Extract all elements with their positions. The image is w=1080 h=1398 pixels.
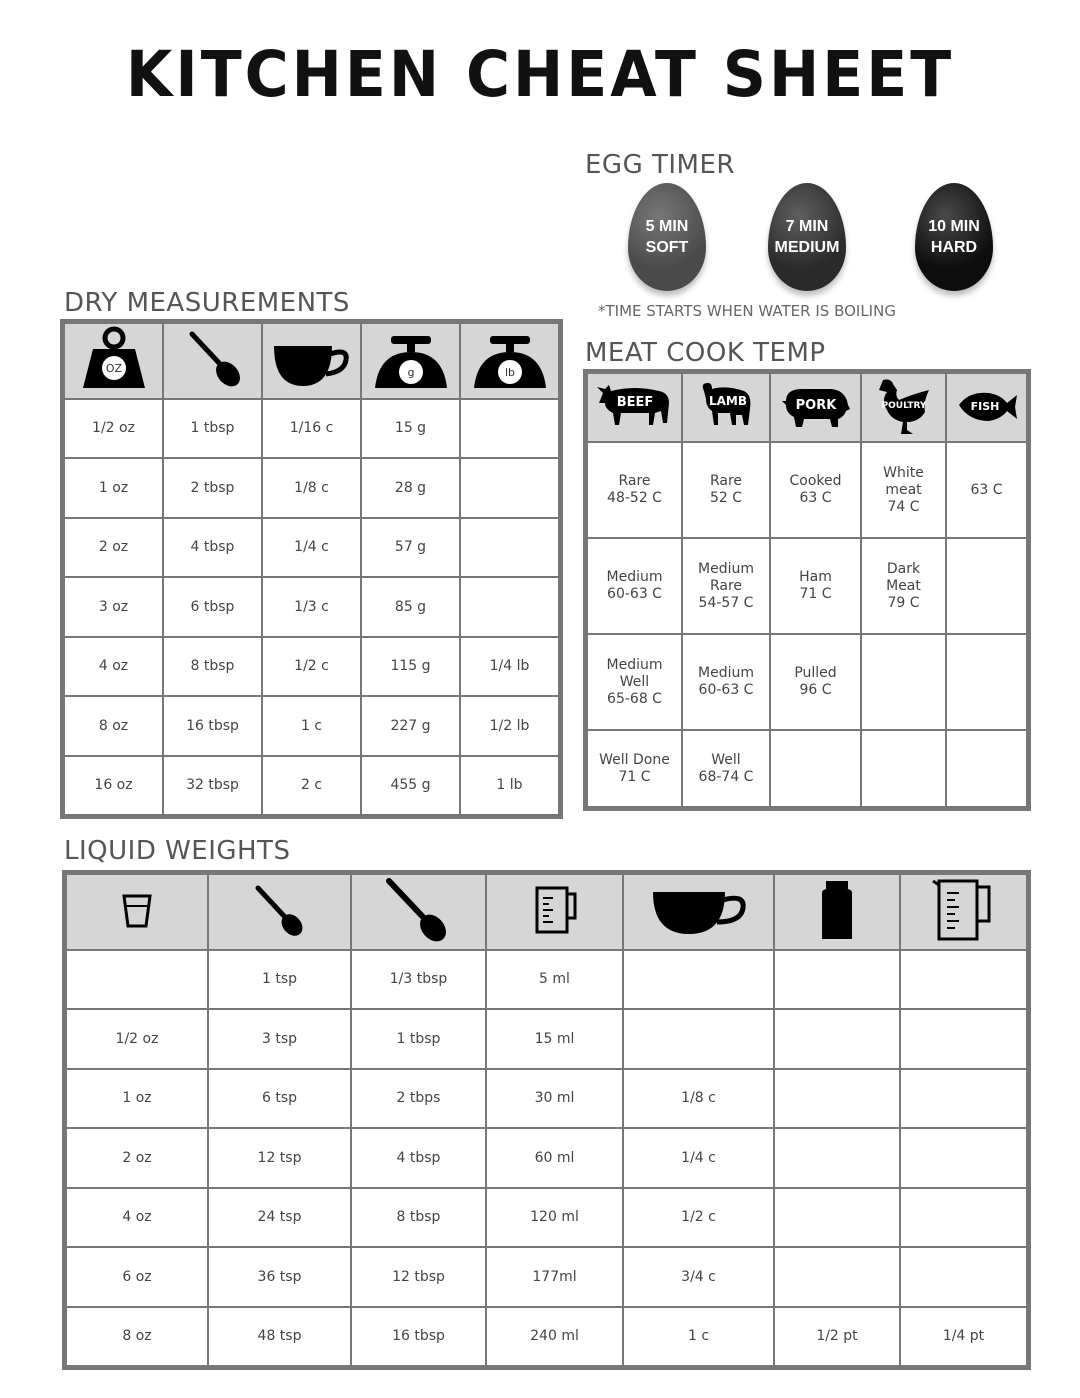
- table-cell: [946, 538, 1027, 634]
- table-row: [587, 538, 1027, 634]
- table-cell: [460, 518, 559, 577]
- table-cell: 85 g: [361, 577, 460, 637]
- liquid-header-beaker-small: [486, 874, 623, 950]
- table-cell: [774, 1009, 900, 1069]
- liquid-weights-title: LIQUID WEIGHTS: [64, 836, 291, 866]
- table-cell: [460, 458, 559, 518]
- table-cell: Well Done 71 C: [587, 730, 682, 807]
- table-cell: 6 tbsp: [163, 577, 262, 637]
- table-cell: 1/2 c: [262, 637, 361, 696]
- liquid-header-pint: [774, 874, 900, 950]
- scale-label: g: [407, 366, 414, 379]
- pint-carton-icon: [818, 879, 856, 941]
- table-cell: 1 oz: [64, 458, 163, 518]
- table-cell: 4 oz: [64, 637, 163, 696]
- liquid-header-glass: [66, 874, 208, 950]
- table-cell: 1/4 pt: [900, 1307, 1027, 1366]
- table-cell: 3 tsp: [208, 1009, 351, 1069]
- table-cell: [770, 730, 861, 807]
- table-cell: 16 tbsp: [351, 1307, 486, 1366]
- table-cell: 115 g: [361, 637, 460, 696]
- animal-label: LAMB: [708, 393, 748, 408]
- table-cell: 8 oz: [64, 696, 163, 756]
- table-cell: 1/2 oz: [64, 399, 163, 458]
- table-cell: 1 c: [262, 696, 361, 756]
- table-cell: 1/16 c: [262, 399, 361, 458]
- egg-soft: [628, 183, 706, 291]
- table-cell: 1 lb: [460, 756, 559, 815]
- liquid-header-tablespoon: [351, 874, 486, 950]
- table-cell: [460, 577, 559, 637]
- table-cell: 1/4 c: [262, 518, 361, 577]
- weight-label: OZ: [105, 362, 122, 375]
- egg-hard: [915, 183, 993, 291]
- table-row: [64, 399, 559, 458]
- table-cell: 1/2 pt: [774, 1307, 900, 1366]
- cow-icon: [595, 379, 675, 433]
- table-cell: 2 oz: [64, 518, 163, 577]
- table-row: [66, 1188, 1027, 1247]
- table-cell: 8 oz: [66, 1307, 208, 1366]
- table-cell: 1/3 tbsp: [351, 950, 486, 1009]
- lamb-icon: [696, 379, 756, 433]
- table-cell: 8 tbsp: [351, 1188, 486, 1247]
- table-cell: [900, 950, 1027, 1009]
- animal-label: FISH: [970, 399, 999, 413]
- table-cell: 48 tsp: [208, 1307, 351, 1366]
- teaspoon-icon: [250, 880, 310, 940]
- egg-medium: [768, 183, 846, 291]
- table-cell: 120 ml: [486, 1188, 623, 1247]
- liquid-header-teaspoon: [208, 874, 351, 950]
- glass-icon: [120, 890, 154, 930]
- table-cell: Medium 60-63 C: [682, 634, 770, 730]
- dry-header-scale-g: [361, 323, 460, 399]
- table-cell: Medium Well 65-68 C: [587, 634, 682, 730]
- table-cell: 60 ml: [486, 1128, 623, 1188]
- scale-lb-icon: [468, 324, 552, 394]
- egg-time: 7 MIN: [785, 218, 829, 235]
- table-cell: 16 oz: [64, 756, 163, 815]
- table-row: [66, 1069, 1027, 1128]
- table-cell: 240 ml: [486, 1307, 623, 1366]
- table-cell: [900, 1128, 1027, 1188]
- table-cell: [774, 950, 900, 1009]
- table-cell: 1/3 c: [262, 577, 361, 637]
- egg-timer-title: EGG TIMER: [585, 150, 735, 180]
- liquid-weights-table: [65, 873, 1028, 1367]
- table-row: [587, 730, 1027, 807]
- egg-label: MEDIUM: [774, 239, 840, 256]
- dry-header-spoon: [163, 323, 262, 399]
- table-cell: 4 oz: [66, 1188, 208, 1247]
- dry-header-cup: [262, 323, 361, 399]
- table-cell: 1/8 c: [262, 458, 361, 518]
- table-row: [64, 577, 559, 637]
- table-cell: 4 tbsp: [351, 1128, 486, 1188]
- weight-oz-icon: [79, 324, 149, 394]
- table-cell: 3 oz: [64, 577, 163, 637]
- table-cell: 455 g: [361, 756, 460, 815]
- table-row: [64, 637, 559, 696]
- table-row: [66, 1307, 1027, 1366]
- egg-timer-note: *TIME STARTS WHEN WATER IS BOILING: [598, 302, 896, 320]
- table-cell: Dark Meat 79 C: [861, 538, 946, 634]
- liquid-header-beaker-large: [900, 874, 1027, 950]
- table-row: [66, 1247, 1027, 1307]
- table-row: [64, 458, 559, 518]
- table-cell: [774, 1069, 900, 1128]
- dry-header-weight: [64, 323, 163, 399]
- table-cell: 1/4 lb: [460, 637, 559, 696]
- dry-measurements-title: DRY MEASUREMENTS: [64, 288, 350, 318]
- table-cell: [774, 1188, 900, 1247]
- table-cell: Well 68-74 C: [682, 730, 770, 807]
- table-cell: 24 tsp: [208, 1188, 351, 1247]
- table-cell: 6 tsp: [208, 1069, 351, 1128]
- measuring-beaker-large-icon: [931, 877, 997, 943]
- table-cell: [861, 730, 946, 807]
- meat-cook-temp-title: MEAT COOK TEMP: [585, 338, 826, 368]
- table-cell: [946, 634, 1027, 730]
- egg-label: HARD: [930, 239, 978, 256]
- liquid-header-cup: [623, 874, 774, 950]
- table-cell: 15 g: [361, 399, 460, 458]
- table-cell: 8 tbsp: [163, 637, 262, 696]
- page-title: KITCHEN CHEAT SHEET: [125, 38, 955, 112]
- measuring-beaker-small-icon: [531, 884, 579, 936]
- table-cell: 6 oz: [66, 1247, 208, 1307]
- table-row: [587, 442, 1027, 538]
- table-cell: [900, 1247, 1027, 1307]
- table-cell: 1/8 c: [623, 1069, 774, 1128]
- table-cell: 30 ml: [486, 1069, 623, 1128]
- dry-header-scale-lb: [460, 323, 559, 399]
- table-cell: [460, 399, 559, 458]
- dry-measurements-table: [63, 322, 560, 816]
- table-cell: 1 c: [623, 1307, 774, 1366]
- table-cell: 177ml: [486, 1247, 623, 1307]
- animal-label: BEEF: [616, 394, 653, 410]
- table-cell: 1 tbsp: [163, 399, 262, 458]
- table-cell: 2 c: [262, 756, 361, 815]
- cup-icon: [270, 324, 354, 394]
- scale-g-icon: [369, 324, 453, 394]
- table-cell: [900, 1188, 1027, 1247]
- table-cell: Pulled 96 C: [770, 634, 861, 730]
- table-cell: 1 tbsp: [351, 1009, 486, 1069]
- table-cell: 227 g: [361, 696, 460, 756]
- table-cell: 2 tbsp: [163, 458, 262, 518]
- meat-header-beef: [587, 373, 682, 442]
- table-cell: [774, 1247, 900, 1307]
- chicken-icon: [873, 376, 935, 436]
- pig-icon: [780, 379, 852, 433]
- table-cell: [66, 950, 208, 1009]
- table-cell: 36 tsp: [208, 1247, 351, 1307]
- table-cell: 12 tbsp: [351, 1247, 486, 1307]
- egg-time: 5 MIN: [645, 218, 689, 235]
- table-cell: [946, 730, 1027, 807]
- table-cell: [900, 1009, 1027, 1069]
- table-cell: 1/4 c: [623, 1128, 774, 1188]
- animal-label: POULTRY: [881, 400, 926, 411]
- table-cell: 57 g: [361, 518, 460, 577]
- table-cell: 2 oz: [66, 1128, 208, 1188]
- cup-icon: [649, 882, 749, 938]
- meat-header-poultry: [861, 373, 946, 442]
- table-cell: Ham 71 C: [770, 538, 861, 634]
- table-cell: 5 ml: [486, 950, 623, 1009]
- table-cell: Rare 48-52 C: [587, 442, 682, 538]
- table-cell: [900, 1069, 1027, 1128]
- meat-header-fish: [946, 373, 1027, 442]
- egg-time: 10 MIN: [928, 218, 980, 235]
- table-cell: 4 tbsp: [163, 518, 262, 577]
- table-cell: [623, 950, 774, 1009]
- scale-label: lb: [504, 366, 515, 379]
- meat-header-pork: [770, 373, 861, 442]
- meat-cook-temp-table: [586, 372, 1028, 808]
- fish-icon: [955, 379, 1019, 433]
- table-row: [64, 696, 559, 756]
- table-row: [66, 1128, 1027, 1188]
- table-cell: Rare 52 C: [682, 442, 770, 538]
- egg-label: SOFT: [645, 239, 689, 256]
- table-cell: 12 tsp: [208, 1128, 351, 1188]
- table-row: [66, 950, 1027, 1009]
- table-cell: Medium 60-63 C: [587, 538, 682, 634]
- animal-label: PORK: [795, 397, 836, 413]
- table-cell: 28 g: [361, 458, 460, 518]
- table-row: [64, 518, 559, 577]
- tablespoon-icon: [383, 875, 455, 945]
- meat-header-lamb: [682, 373, 770, 442]
- table-cell: White meat 74 C: [861, 442, 946, 538]
- table-row: [66, 1009, 1027, 1069]
- table-cell: Cooked 63 C: [770, 442, 861, 538]
- table-cell: 1/2 lb: [460, 696, 559, 756]
- table-cell: 2 tbps: [351, 1069, 486, 1128]
- spoon-icon: [178, 324, 248, 394]
- table-cell: [774, 1128, 900, 1188]
- table-row: [587, 634, 1027, 730]
- table-cell: 16 tbsp: [163, 696, 262, 756]
- table-cell: 1/2 c: [623, 1188, 774, 1247]
- table-cell: [861, 634, 946, 730]
- table-cell: Medium Rare 54-57 C: [682, 538, 770, 634]
- table-cell: 3/4 c: [623, 1247, 774, 1307]
- table-cell: 1/2 oz: [66, 1009, 208, 1069]
- table-cell: [623, 1009, 774, 1069]
- table-cell: 63 C: [946, 442, 1027, 538]
- table-cell: 15 ml: [486, 1009, 623, 1069]
- table-cell: 1 tsp: [208, 950, 351, 1009]
- table-row: [64, 756, 559, 815]
- table-cell: 32 tbsp: [163, 756, 262, 815]
- table-cell: 1 oz: [66, 1069, 208, 1128]
